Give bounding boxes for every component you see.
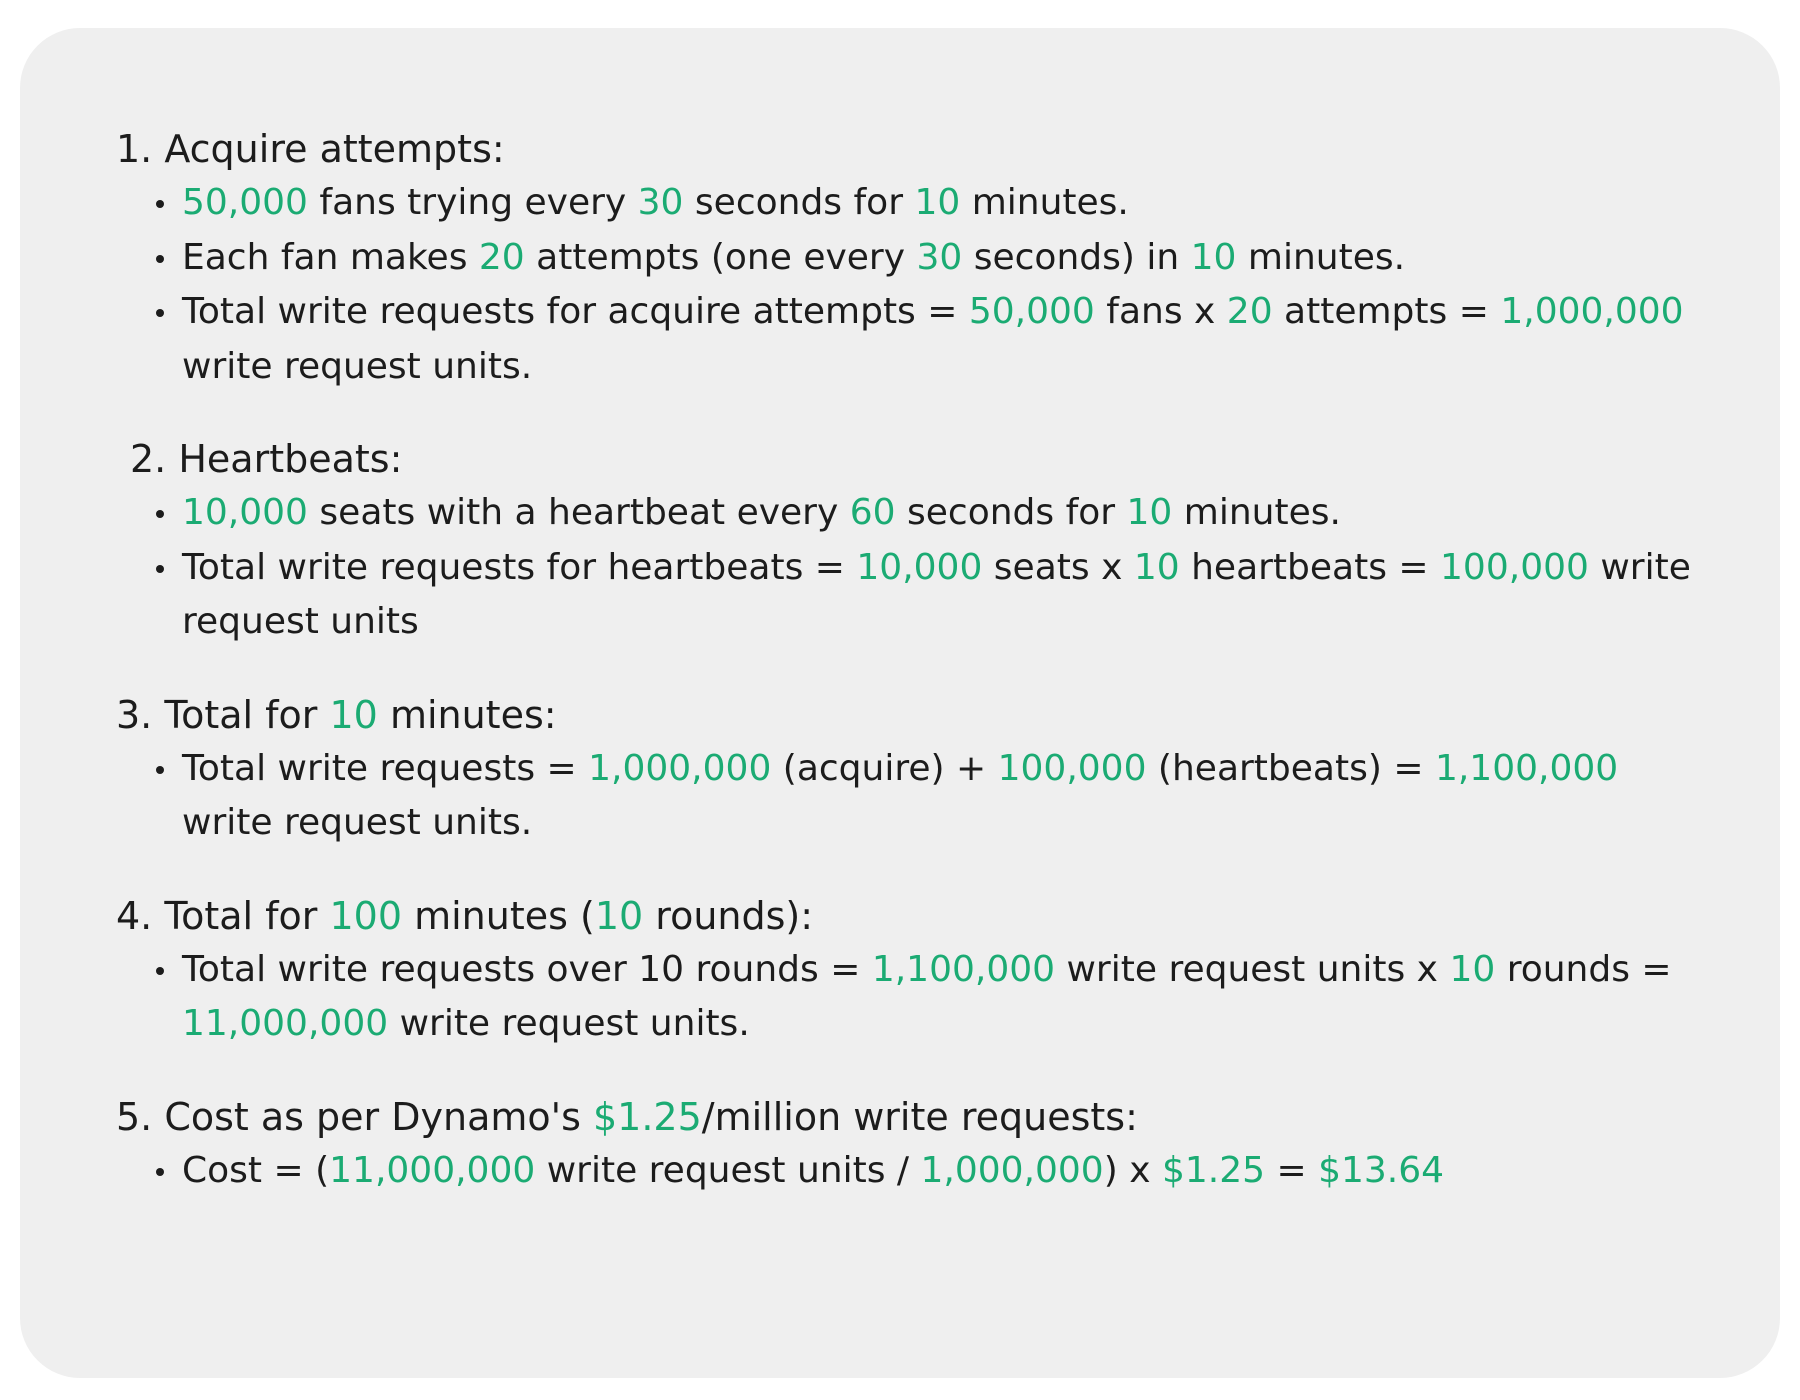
highlight-value: 30 [637,182,684,223]
list-item [116,943,1692,1052]
heading-text: /million write requests: [701,1094,1138,1139]
highlight-value: 10 [594,893,644,938]
highlight-value: 1,100,000 [1434,747,1619,789]
list-item [116,1144,1692,1199]
list-item [116,176,1692,231]
list-item [116,541,1692,650]
text-segment: = [1265,1149,1319,1191]
heading-text: 4. Total for [116,893,330,938]
highlight-value: 11,000,000 [329,1149,536,1191]
highlight-value: 10,000 [856,546,983,588]
highlight-value: 10 [1190,236,1237,278]
heading-text: minutes: [377,692,557,737]
highlight-value: 60 [849,492,896,533]
section-heading [116,432,1780,486]
heading-text: 5. Cost as per Dynamo's [116,1094,593,1139]
text-segment: fans x [1094,291,1227,332]
text-segment: ) x [1103,1149,1162,1191]
list-item [116,285,1692,394]
text-segment: minutes. [1236,236,1406,278]
bullet-list [116,943,1780,1052]
heading-text: 2. Heartbeats: [130,437,403,481]
section-cost [116,1090,1780,1199]
text-segment: Cost = ( [182,1149,330,1191]
text-segment: fans trying every [307,182,638,223]
highlight-value: 10 [329,692,378,737]
highlight-value: 10 [1126,492,1173,533]
highlight-value: 20 [478,236,525,278]
section-heading [116,688,1780,742]
highlight-value: $1.25 [592,1094,702,1139]
highlight-value: 1,000,000 [1500,291,1684,332]
bullet-list [116,742,1780,851]
text-segment: (heartbeats) = [1146,747,1435,789]
text-segment: Total write requests over 10 rounds = [182,948,872,990]
heading-text: 1. Acquire attempts: [116,127,505,171]
calculation-card [20,28,1780,1378]
text-segment: minutes. [960,182,1129,223]
highlight-value: 10 [1449,948,1496,990]
text-segment: write request units. [182,802,533,843]
text-segment: write request units. [388,1003,750,1044]
list-item [116,231,1692,286]
highlight-value: 10,000 [182,492,308,533]
highlight-value: $13.64 [1318,1149,1445,1191]
text-segment: Total write requests = [182,747,589,789]
section-heading [116,122,1780,176]
text-segment: write request units / [535,1149,921,1191]
section-total-10-minutes [116,688,1780,851]
text-segment: (acquire) + [771,747,998,789]
section-acquire-attempts [116,122,1780,394]
text-segment: seconds) in [962,236,1191,278]
highlight-value: $1.25 [1161,1149,1266,1191]
highlight-value: 10 [1133,546,1180,588]
section-heartbeats [116,432,1780,650]
text-segment: seats with a heartbeat every [307,492,850,533]
section-heading [116,889,1780,943]
highlight-value: 1,000,000 [920,1149,1104,1191]
highlight-value: 1,100,000 [871,948,1056,990]
text-segment: write request units x [1055,948,1450,990]
bullet-list [116,1144,1780,1199]
heading-text: rounds): [643,893,814,938]
text-segment: write request units [182,546,1691,642]
text-segment: minutes. [1172,492,1341,533]
text-segment: seconds for [895,492,1127,533]
highlight-value: 100 [329,893,403,938]
text-segment: seconds for [683,182,915,223]
highlight-value: 1,000,000 [588,747,772,789]
highlight-value: 100,000 [997,747,1147,789]
text-segment: rounds = [1495,948,1672,990]
text-segment: Total write requests for acquire attempts = [182,291,969,332]
text-segment: write request units. [182,345,533,387]
text-segment: Each fan makes [182,236,479,278]
text-segment: Total write requests for heartbeats = [182,546,857,588]
highlight-value: 11,000,000 [182,1003,389,1044]
highlight-value: 50,000 [968,291,1095,332]
bullet-list [116,486,1780,650]
text-segment: heartbeats = [1179,546,1441,588]
bullet-list [116,176,1780,394]
text-segment: attempts = [1272,291,1501,332]
highlight-value: 100,000 [1440,546,1589,588]
highlight-value: 20 [1226,291,1273,332]
list-item [116,742,1692,851]
list-item [116,486,1692,541]
heading-text: minutes ( [402,893,595,938]
text-segment: seats x [982,546,1134,588]
highlight-value: 30 [916,236,963,278]
section-total-100-minutes [116,889,1780,1052]
highlight-value: 50,000 [182,182,308,223]
text-segment: attempts (one every [524,236,917,278]
highlight-value: 10 [914,182,961,223]
heading-text: 3. Total for [116,692,330,737]
section-heading [116,1090,1780,1144]
